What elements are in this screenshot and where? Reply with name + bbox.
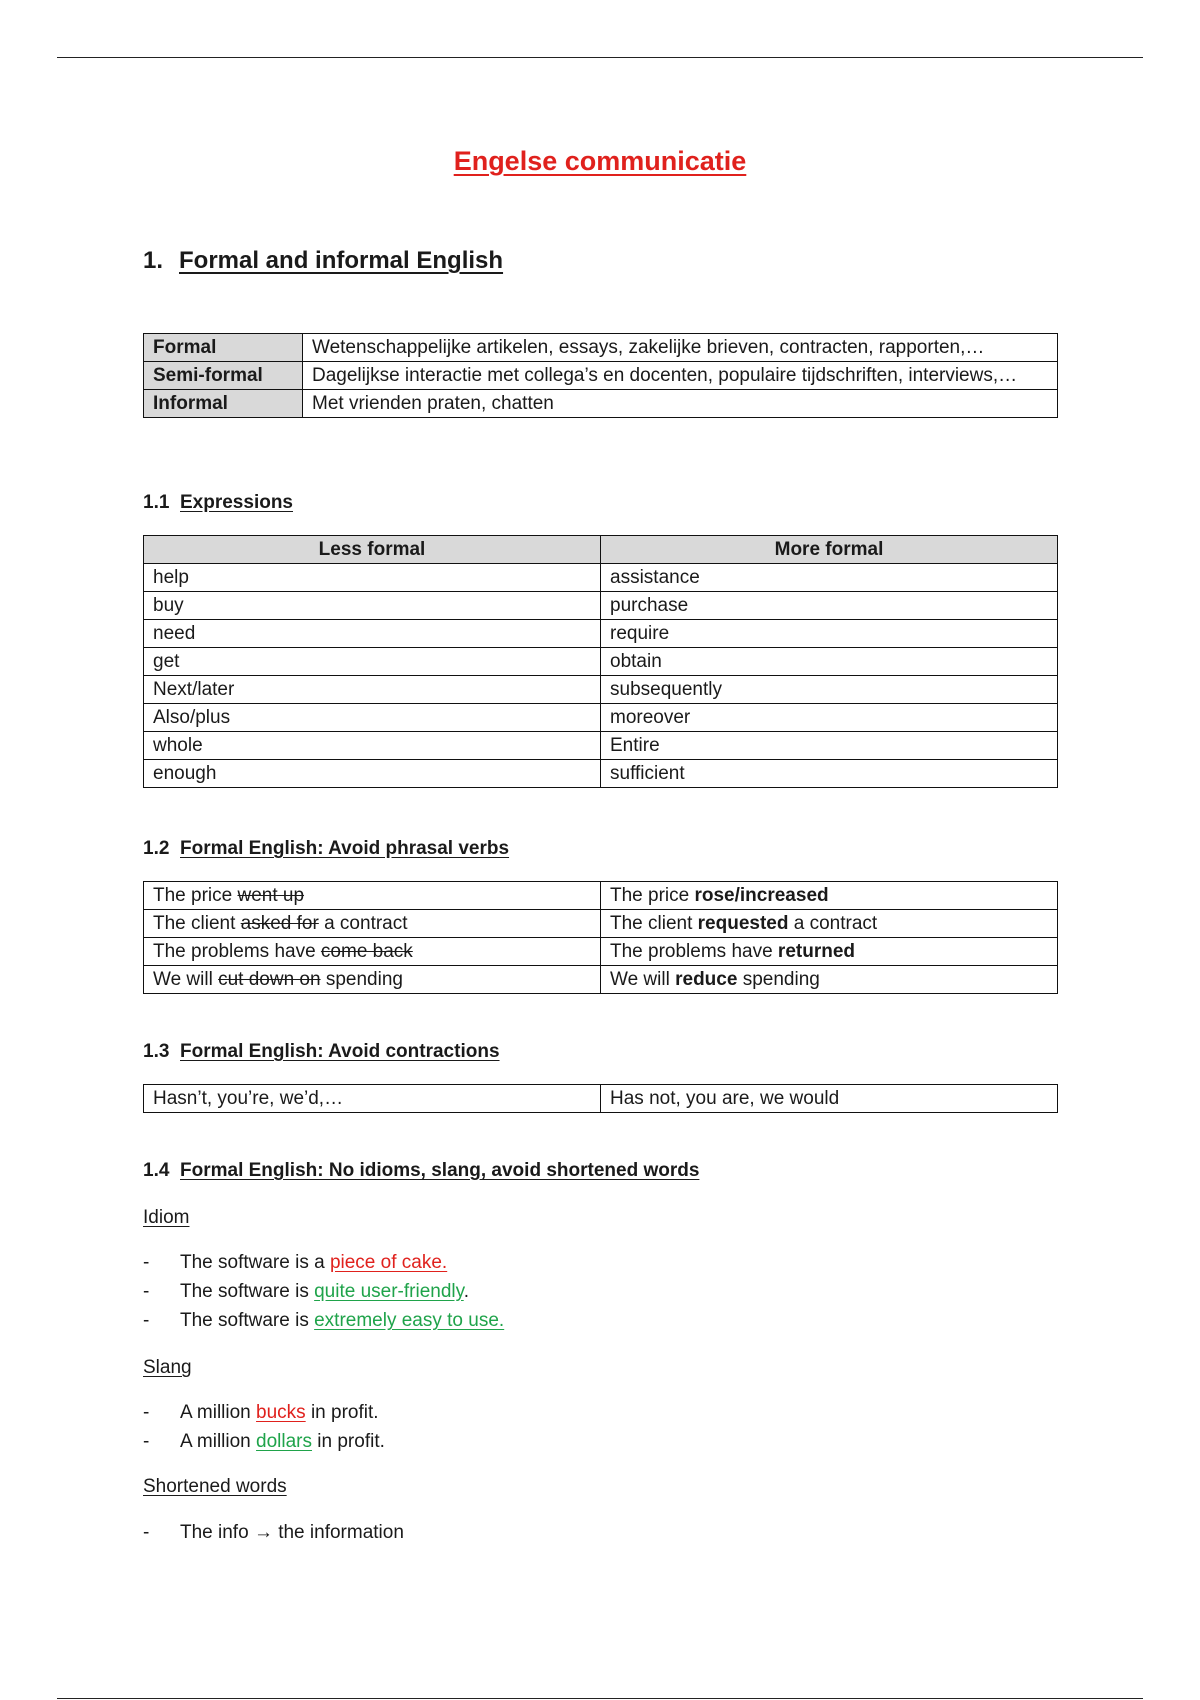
table-cell: help <box>144 564 601 592</box>
register-label: Informal <box>144 390 303 418</box>
table-cell: whole <box>144 732 601 760</box>
table-header-row <box>144 536 1058 564</box>
table-row <box>144 592 1058 620</box>
contractions-table <box>143 1084 1058 1113</box>
slang-label: Slang <box>143 1357 192 1378</box>
subsection-1-1-heading: 1.1 Expressions <box>143 492 293 513</box>
table-cell: We will reduce spending <box>601 966 1058 994</box>
slang-list <box>143 1398 385 1456</box>
table-row <box>144 620 1058 648</box>
table-row <box>144 938 1058 966</box>
table-cell: subsequently <box>601 676 1058 704</box>
table-cell: The price went up <box>144 882 601 910</box>
table-cell: The client asked for a contract <box>144 910 601 938</box>
document-title: Engelse communicatie <box>453 146 747 176</box>
table-cell: The client requested a contract <box>601 910 1058 938</box>
list-item: - The software is a piece of cake. <box>143 1248 504 1277</box>
top-rule <box>57 57 1143 58</box>
table-cell: sufficient <box>601 760 1058 788</box>
register-desc: Wetenschappelijke artikelen, essays, zakelijke brieven, contracten, rapporten,… <box>303 334 1058 362</box>
table-cell: Hasn’t, you’re, we’d,… <box>144 1085 601 1113</box>
table-row <box>144 910 1058 938</box>
table-cell: The problems have come back <box>144 938 601 966</box>
idiom-label: Idiom <box>143 1207 190 1228</box>
idiom-list <box>143 1248 504 1335</box>
register-desc: Met vrienden praten, chatten <box>303 390 1058 418</box>
shortened-words-list <box>143 1518 404 1547</box>
table-cell: moreover <box>601 704 1058 732</box>
table-row <box>144 334 1058 362</box>
subsection-1-3-heading: 1.3 Formal English: Avoid contractions <box>143 1041 500 1062</box>
table-row <box>144 704 1058 732</box>
shortened-words-label: Shortened words <box>143 1476 287 1497</box>
table-cell: buy <box>144 592 601 620</box>
table-cell: get <box>144 648 601 676</box>
register-table <box>143 333 1058 418</box>
list-item: - A million dollars in profit. <box>143 1427 385 1456</box>
phrasal-verbs-table <box>143 881 1058 994</box>
table-row <box>144 760 1058 788</box>
table-row <box>144 1085 1058 1113</box>
table-cell: The price rose/increased <box>601 882 1058 910</box>
register-label: Formal <box>144 334 303 362</box>
table-row <box>144 882 1058 910</box>
register-desc: Dagelijkse interactie met collega’s en docenten, populaire tijdschriften, interviews,… <box>303 362 1058 390</box>
table-cell: The problems have returned <box>601 938 1058 966</box>
subsection-1-4-heading: 1.4 Formal English: No idioms, slang, avoid shortened words <box>143 1160 700 1181</box>
table-cell: Entire <box>601 732 1058 760</box>
table-cell: need <box>144 620 601 648</box>
list-item: - The software is extremely easy to use. <box>143 1306 504 1335</box>
table-cell: obtain <box>601 648 1058 676</box>
table-row <box>144 648 1058 676</box>
table-row <box>144 732 1058 760</box>
list-item: - The software is quite user-friendly. <box>143 1277 504 1306</box>
bottom-rule <box>57 1698 1143 1699</box>
table-cell: require <box>601 620 1058 648</box>
column-header: Less formal <box>144 536 601 564</box>
table-row <box>144 966 1058 994</box>
table-cell: Next/later <box>144 676 601 704</box>
table-row <box>144 390 1058 418</box>
expressions-table <box>143 535 1058 788</box>
table-cell: enough <box>144 760 601 788</box>
table-cell: Has not, you are, we would <box>601 1085 1058 1113</box>
subsection-1-2-heading: 1.2 Formal English: Avoid phrasal verbs <box>143 838 510 859</box>
table-row <box>144 564 1058 592</box>
arrow-right-icon: → <box>253 1522 273 1543</box>
register-label: Semi-formal <box>144 362 303 390</box>
column-header: More formal <box>601 536 1058 564</box>
table-cell: Also/plus <box>144 704 601 732</box>
table-cell: assistance <box>601 564 1058 592</box>
table-row <box>144 676 1058 704</box>
table-cell: We will cut down on spending <box>144 966 601 994</box>
table-cell: purchase <box>601 592 1058 620</box>
list-item: - The info → the information <box>143 1518 404 1547</box>
list-item: - A million bucks in profit. <box>143 1398 385 1427</box>
table-row <box>144 362 1058 390</box>
section-1-heading: 1. Formal and informal English <box>143 247 504 274</box>
